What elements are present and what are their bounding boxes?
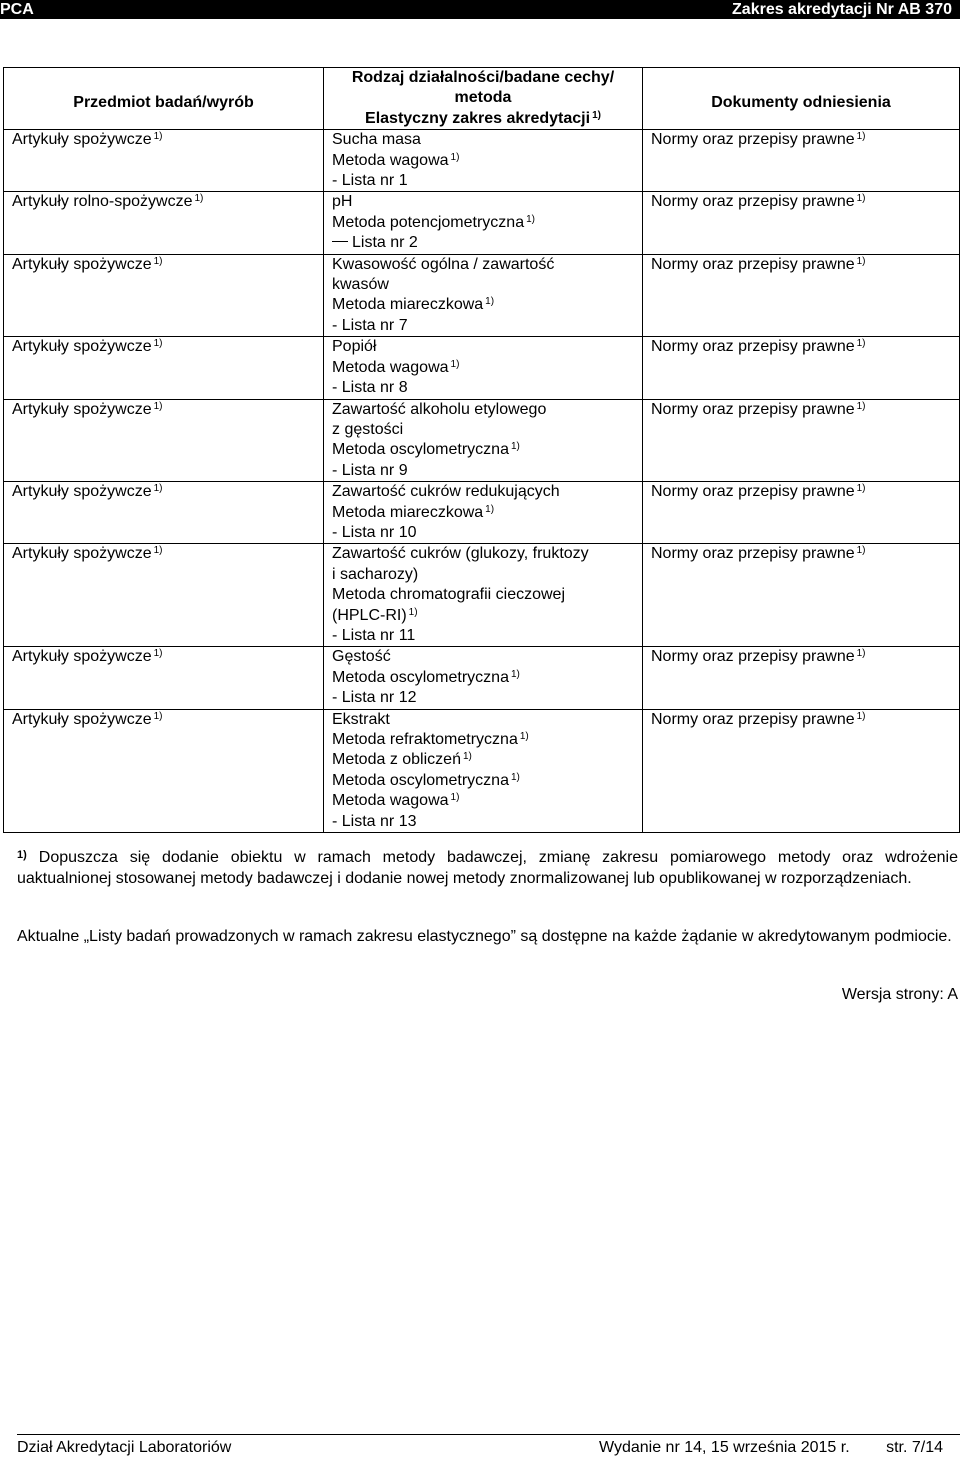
dash-mark <box>332 241 348 242</box>
product-name: Artykuły spożywcze <box>12 131 152 149</box>
method-text: z gęstości <box>332 420 404 438</box>
footnote-ref: 1) <box>153 338 163 350</box>
method-line <box>332 461 642 481</box>
footnote-ref: 1) <box>153 400 163 412</box>
method-line <box>332 440 642 460</box>
method-cell <box>324 544 643 647</box>
product-cell <box>4 337 324 399</box>
method-line <box>332 275 642 295</box>
product-name: Artykuły spożywcze <box>12 255 152 273</box>
product-cell <box>4 482 324 544</box>
method-line <box>332 337 642 357</box>
docs-cell <box>643 254 960 337</box>
method-cell <box>324 482 643 544</box>
product-cell <box>4 192 324 254</box>
method-cell <box>324 647 643 709</box>
method-line <box>332 378 642 398</box>
footnote-ref: 1) <box>450 792 460 804</box>
method-cell <box>324 337 643 399</box>
method-line <box>332 668 642 688</box>
table-body <box>4 130 960 833</box>
footnote-ref: 1) <box>153 255 163 267</box>
docs-cell <box>643 647 960 709</box>
method-text: Metoda wagowa <box>332 151 449 169</box>
method-cell <box>324 254 643 337</box>
footnote-ref: 1) <box>462 751 472 763</box>
table-row <box>4 399 960 482</box>
product-cell <box>4 709 324 832</box>
footnote-ref: 1) <box>194 193 204 205</box>
docs-text: Normy oraz przepisy prawne <box>651 131 855 149</box>
docs-text: Normy oraz przepisy prawne <box>651 545 855 563</box>
method-cell <box>324 130 643 192</box>
method-cell <box>324 399 643 482</box>
method-text: pH <box>332 193 353 211</box>
footnote-ref: 1) <box>856 648 866 660</box>
product-cell <box>4 130 324 192</box>
method-line <box>332 771 642 791</box>
method-line <box>332 606 642 626</box>
footnote-ref: 1) <box>856 338 866 350</box>
method-text: Zawartość cukrów (glukozy, fruktozy <box>332 545 589 563</box>
method-text: Metoda potencjometryczna <box>332 213 525 231</box>
method-line <box>332 585 642 605</box>
footnote-ref: 1) <box>450 151 460 163</box>
product-cell <box>4 544 324 647</box>
current-lists-note: Aktualne „Listy badań prowadzonych w ramach zakresu elastycznego” są dostępne na każde żądanie w akredytowanym podmiocie. <box>17 928 952 945</box>
method-line <box>332 171 642 191</box>
docs-cell <box>643 192 960 254</box>
product-cell <box>4 399 324 482</box>
footnote-ref: 1) <box>856 400 866 412</box>
method-line <box>332 503 642 523</box>
method-text: Metoda oscylometryczna <box>332 668 509 686</box>
docs-cell <box>643 544 960 647</box>
docs-text: Normy oraz przepisy prawne <box>651 648 855 666</box>
method-text: Metoda oscylometryczna <box>332 441 509 459</box>
footnote-ref: 1) <box>153 710 163 722</box>
method-line <box>332 420 642 440</box>
footnote-ref: 1) <box>485 296 495 308</box>
method-line <box>332 812 642 832</box>
docs-text: Normy oraz przepisy prawne <box>651 710 855 728</box>
method-text: - Lista nr 12 <box>332 689 417 707</box>
method-line <box>332 130 642 150</box>
page-version: Wersja strony: A <box>841 986 958 1003</box>
footnote-ref: 1) <box>153 648 163 660</box>
method-line <box>332 213 642 233</box>
method-line <box>332 626 642 646</box>
product-name: Artykuły spożywcze <box>12 338 152 356</box>
method-line <box>332 750 642 770</box>
method-line <box>332 192 642 212</box>
method-text: - Lista nr 13 <box>332 812 417 830</box>
table-row <box>4 709 960 832</box>
footnote-ref: 1) <box>856 483 866 495</box>
docs-text: Normy oraz przepisy prawne <box>651 255 855 273</box>
method-line <box>332 565 642 585</box>
method-text: kwasów <box>332 276 389 294</box>
method-cell <box>324 709 643 832</box>
col-header-product: Przedmiot badań/wyrób <box>4 68 324 130</box>
method-text: Kwasowość ogólna / zawartość <box>332 255 555 273</box>
footnote-marker: 1) <box>17 849 27 861</box>
method-line <box>332 688 642 708</box>
method-text: Metoda refraktometryczna <box>332 731 518 748</box>
method-line <box>332 233 642 253</box>
docs-text: Normy oraz przepisy prawne <box>651 338 855 356</box>
footnote-ref: 1) <box>856 545 866 557</box>
docs-cell <box>643 130 960 192</box>
footnote-ref: 1) <box>856 193 866 205</box>
footnote-ref: 1) <box>485 503 495 515</box>
table-row <box>4 130 960 192</box>
product-name: Artykuły spożywcze <box>12 710 152 728</box>
docs-cell <box>643 337 960 399</box>
method-text: Metoda miareczkowa <box>332 503 484 521</box>
docs-text: Normy oraz przepisy prawne <box>651 400 855 418</box>
footnote-ref: 1) <box>856 255 866 267</box>
docs-text: Normy oraz przepisy prawne <box>651 193 855 211</box>
method-text: Zawartość alkoholu etylowego <box>332 400 547 418</box>
method-text: i sacharozy) <box>332 565 419 583</box>
footnote-ref: 1) <box>526 213 536 225</box>
docs-text: Normy oraz przepisy prawne <box>651 483 855 501</box>
table-row <box>4 192 960 254</box>
method-text: Lista nr 2 <box>352 234 418 252</box>
footnote-ref: 1) <box>153 545 163 557</box>
footnote <box>17 845 958 889</box>
method-line <box>332 523 642 543</box>
method-text: - Lista nr 1 <box>332 172 408 190</box>
col-header-method-text: Rodzaj działalności/badane cechy/ metoda <box>351 69 615 107</box>
method-text: Metoda wagowa <box>332 358 449 376</box>
footnote-ref: 1) <box>519 731 529 742</box>
docs-cell <box>643 399 960 482</box>
footnote-ref: 1) <box>153 131 163 143</box>
table-row <box>4 482 960 544</box>
product-name: Artykuły spożywcze <box>12 400 152 418</box>
method-line <box>332 730 642 750</box>
method-line <box>332 710 642 730</box>
page-header <box>0 0 960 19</box>
footnote-ref: 1) <box>510 668 520 680</box>
footer-department: Dział Akredytacji Laboratoriów <box>17 1439 232 1456</box>
table-row <box>4 254 960 337</box>
method-text: Metoda miareczkowa <box>332 296 484 314</box>
method-text: - Lista nr 10 <box>332 523 417 541</box>
method-line <box>332 295 642 315</box>
method-text: Metoda chromatografii cieczowej <box>332 586 565 604</box>
method-line <box>332 482 642 502</box>
method-text: Popiół <box>332 338 377 356</box>
method-line <box>332 151 642 171</box>
method-text: - Lista nr 9 <box>332 461 408 479</box>
method-text: Metoda wagowa <box>332 792 449 810</box>
method-line <box>332 647 642 667</box>
method-cell <box>324 192 643 254</box>
product-name: Artykuły spożywcze <box>12 648 152 666</box>
method-text: - Lista nr 7 <box>332 316 408 334</box>
footnote-ref: 1) <box>510 771 520 783</box>
col-header-method <box>324 68 643 130</box>
method-line <box>332 400 642 420</box>
method-text: (HPLC-RI) <box>332 606 407 624</box>
footer-divider <box>17 1434 960 1435</box>
method-text: Metoda oscylometryczna <box>332 771 509 789</box>
method-text: Gęstość <box>332 648 391 666</box>
method-text: Sucha masa <box>332 131 421 149</box>
footnote-ref: 1) <box>408 606 418 618</box>
method-text: Ekstrakt <box>332 710 390 728</box>
method-line <box>332 358 642 378</box>
product-name: Artykuły spożywcze <box>12 483 152 501</box>
method-text: Metoda z obliczeń <box>332 751 461 769</box>
product-cell <box>4 647 324 709</box>
table-header-row <box>4 68 960 130</box>
method-line <box>332 316 642 336</box>
table-row <box>4 337 960 399</box>
header-org: PCA <box>0 1 34 18</box>
product-name: Artykuły rolno-spożywcze <box>12 193 193 211</box>
method-line <box>332 791 642 811</box>
method-line <box>332 544 642 564</box>
header-title: Zakres akredytacji Nr AB 370 <box>732 1 952 18</box>
accreditation-table <box>3 67 960 833</box>
table-row <box>4 544 960 647</box>
docs-cell <box>643 482 960 544</box>
footer-page-number: str. 7/14 <box>886 1439 943 1456</box>
elastic-scope-header: Elastyczny zakres akredytacji $^{1)}$ <box>365 109 601 127</box>
footnote-text: Dopuszcza się dodanie obiektu w ramach metody badawczej, zmianę zakresu pomiarowego metody oraz wdrożenie uaktualnionej stosowanej metody badawczej i dodanie nowej metody znormalizowanej lub opublikowanej w rozporządzeniach. <box>17 849 958 887</box>
product-name: Artykuły spożywcze <box>12 545 152 563</box>
method-text: - Lista nr 11 <box>332 626 416 644</box>
product-cell <box>4 254 324 337</box>
footnote-ref: 1) <box>153 483 163 495</box>
docs-cell <box>643 709 960 832</box>
footnote-ref: 1) <box>450 358 460 370</box>
table-row <box>4 647 960 709</box>
method-text: Zawartość cukrów redukujących <box>332 483 560 501</box>
footnote-ref: 1) <box>856 710 866 722</box>
footnote-ref: 1) <box>856 131 866 143</box>
footer-edition: Wydanie nr 14, 15 września 2015 r. <box>599 1439 850 1456</box>
footnote-ref: 1) <box>510 441 520 453</box>
col-header-docs: Dokumenty odniesienia <box>643 68 960 130</box>
method-text: - Lista nr 8 <box>332 379 408 397</box>
method-line <box>332 255 642 275</box>
